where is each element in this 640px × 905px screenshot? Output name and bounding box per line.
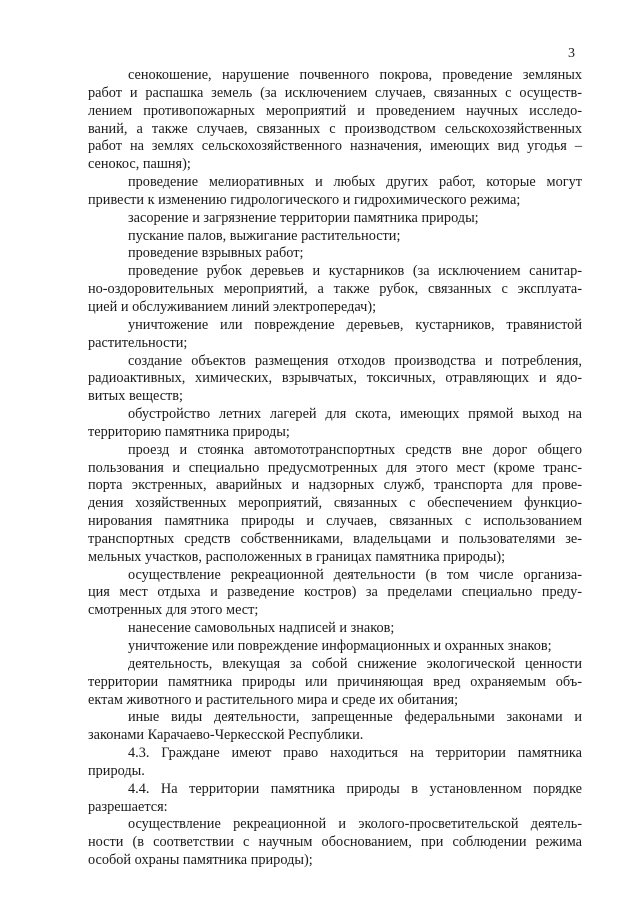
paragraph-line: проезд и стоянка автомототранспортных средств вне дорог общего	[128, 441, 582, 458]
paragraph	[88, 353, 582, 407]
paragraph	[88, 567, 582, 621]
paragraph-line: осуществление рекреационной деятельности (в том числе организа-	[128, 566, 582, 583]
paragraph-line: радиоактивных, химических, взрывчатых, токсичных, отравляющих и ядо-	[88, 370, 582, 387]
paragraph-line: разрешается:	[88, 798, 168, 815]
paragraph-line: засорение и загрязнение территории памятника природы;	[128, 209, 479, 226]
paragraph-line: обустройство летних лагерей для скота, имеющих прямой выход на	[128, 406, 582, 423]
paragraph-line: дения хозяйственных мероприятий, связанных с обеспечением функцио-	[88, 495, 582, 512]
document-body	[88, 67, 582, 870]
page-number: 3	[568, 46, 575, 61]
paragraph-line: проведение рубок деревьев и кустарников (за исключением санитар-	[128, 263, 582, 280]
paragraph-line: нанесение самовольных надписей и знаков;	[128, 620, 395, 637]
paragraph-line: пользования и специально предусмотренных для этого мест (кроме транс-	[88, 459, 582, 476]
paragraph-line: транспортных средств собственниками, владельцами и пользователями зе-	[88, 530, 582, 547]
paragraph-line: сенокошение, нарушение почвенного покрова, проведение земляных	[128, 67, 582, 83]
paragraph-line: проведение мелиоративных и любых других работ, которые могут	[128, 174, 582, 191]
paragraph	[88, 816, 582, 870]
paragraph-line: деятельность, влекущая за собой снижение экологической ценности	[128, 655, 582, 672]
paragraph-line: порта экстренных, аварийных и надзорных служб, транспорта для прове-	[88, 477, 582, 494]
paragraph	[88, 781, 582, 817]
paragraph-line: территории памятника природы или причиняющая вред охраняемым объ-	[88, 673, 582, 690]
paragraph-line: осуществление рекреационной и эколого-просветительской деятель-	[128, 816, 582, 833]
paragraph-line: уничтожение или повреждение деревьев, кустарников, травянистой	[128, 316, 582, 333]
paragraph-line: но-оздоровительных мероприятий, а также рубок, связанных с эксплуата-	[88, 281, 582, 298]
paragraph-line: особой охраны памятника природы);	[88, 852, 313, 869]
paragraph-line: создание объектов размещения отходов производства и потребления,	[128, 352, 582, 369]
paragraph-line: витых веществ;	[88, 388, 184, 405]
paragraph	[88, 406, 582, 442]
paragraph	[88, 442, 582, 567]
paragraph	[88, 745, 582, 781]
paragraph	[88, 67, 582, 174]
paragraph	[88, 656, 582, 710]
paragraph-line: пускание палов, выжигание растительности;	[128, 227, 401, 244]
paragraph-line: работ на землях сельскохозяйственного назначения, имеющих вид угодья –	[88, 138, 582, 155]
paragraph-line: ваний, а также случаев, связанных с производством сельскохозяйственных	[88, 120, 582, 137]
paragraph-line: цией и обслуживанием линий электропередач);	[88, 298, 377, 315]
paragraph-line: ция мест отдыха и разведение костров) за пределами специально преду-	[88, 584, 582, 601]
paragraph-line: растительности;	[88, 334, 188, 351]
paragraph-line: 4.3. Граждане имеют право находиться на территории памятника	[128, 745, 582, 762]
paragraph-line: ектам животного и растительного мира и среде их обитания;	[88, 691, 459, 708]
paragraph	[88, 210, 582, 228]
paragraph	[88, 263, 582, 317]
paragraph-line: законами Карачаево-Черкесской Республики.	[88, 727, 364, 744]
paragraph-line: сенокос, пашня);	[88, 156, 191, 173]
paragraph-line: ности (в соответствии с научным обоснованием, при соблюдении режима	[88, 834, 582, 851]
paragraph-line: работ и распашка земель (за исключением случаев, связанных с осуществ-	[88, 84, 582, 101]
paragraph-line: уничтожение или повреждение информационных и охранных знаков;	[128, 638, 552, 654]
paragraph	[88, 620, 582, 638]
paragraph-line: мельных участков, расположенных в границах памятника природы);	[88, 548, 506, 565]
paragraph-line: 4.4. На территории памятника природы в установленном порядке	[128, 780, 582, 797]
paragraph	[88, 709, 582, 745]
paragraph-line: привести к изменению гидрологического и гидрохимического режима;	[88, 191, 521, 208]
paragraph	[88, 228, 582, 246]
paragraph	[88, 174, 582, 210]
paragraph-line: территорию памятника природы;	[88, 423, 290, 440]
paragraph-line: проведение взрывных работ;	[128, 245, 304, 262]
paragraph-line: иные виды деятельности, запрещенные федеральными законами и	[128, 709, 582, 726]
paragraph	[88, 317, 582, 353]
paragraph-line: смотренных для этого мест;	[88, 602, 259, 619]
paragraph-line: природы.	[88, 762, 145, 779]
paragraph	[88, 638, 582, 656]
paragraph	[88, 245, 582, 263]
paragraph-line: лением противопожарных мероприятий и проведением научных исследо-	[88, 102, 582, 119]
paragraph-line: нирования памятника природы и случаев, связанных с использованием	[88, 513, 582, 530]
